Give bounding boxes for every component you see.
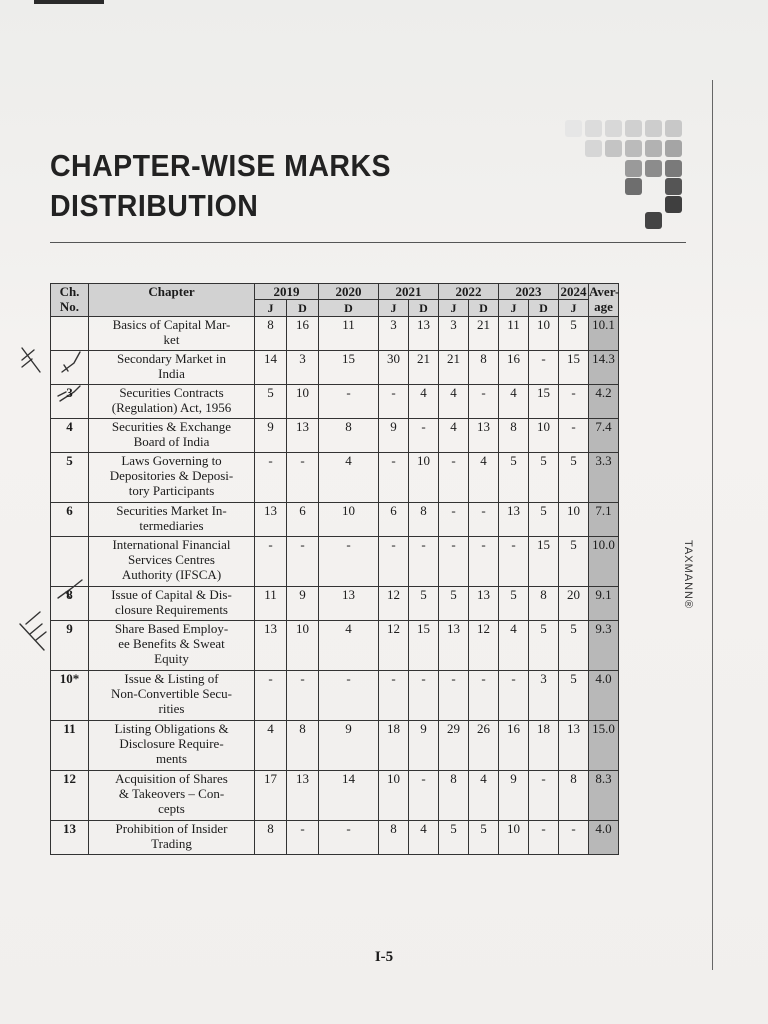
session-2021-j: J bbox=[379, 300, 409, 317]
chapter-title-line: Securities Contracts bbox=[119, 385, 224, 400]
header-row-years bbox=[51, 284, 733, 300]
session-2020-d: D bbox=[319, 300, 379, 317]
decorative-square bbox=[645, 212, 662, 229]
marks-cell: 5 bbox=[559, 453, 589, 503]
ch-no-label-2: No. bbox=[59, 299, 80, 314]
decorative-square bbox=[665, 120, 682, 137]
decorative-square bbox=[645, 160, 662, 177]
chapter-title-line: termediaries bbox=[139, 518, 204, 533]
marks-cell: 21 bbox=[439, 351, 469, 385]
average-cell: 14.3 bbox=[589, 351, 619, 385]
marks-cell: 20 bbox=[559, 587, 589, 621]
average-cell: 15.0 bbox=[589, 721, 619, 771]
chapter-title bbox=[89, 453, 255, 503]
decorative-square bbox=[625, 120, 642, 137]
marks-cell: - bbox=[287, 671, 319, 721]
marks-cell: 13 bbox=[409, 317, 439, 351]
marks-cell: - bbox=[379, 453, 409, 503]
chapter-number: 10* bbox=[51, 671, 89, 721]
marks-cell: 12 bbox=[469, 621, 499, 671]
year-2021: 2021 bbox=[379, 284, 439, 300]
marks-cell: - bbox=[499, 671, 529, 721]
marks-cell: 4 bbox=[469, 771, 499, 821]
marks-cell: 10 bbox=[287, 385, 319, 419]
marks-cell: 17 bbox=[255, 771, 287, 821]
marks-cell: - bbox=[379, 385, 409, 419]
marks-cell: - bbox=[439, 537, 469, 587]
chapter-title bbox=[89, 721, 255, 771]
marks-cell: 21 bbox=[469, 317, 499, 351]
marks-cell: - bbox=[255, 671, 287, 721]
session-2023-j: J bbox=[499, 300, 529, 317]
marks-cell: 5 bbox=[559, 621, 589, 671]
chapter-title-line: Basics of Capital Mar- bbox=[112, 317, 231, 332]
marks-cell: - bbox=[499, 537, 529, 587]
chapter-title bbox=[89, 587, 255, 621]
chapter-title-line: Secondary Market in bbox=[116, 351, 227, 366]
chapter-title-line: Trading bbox=[151, 836, 192, 851]
col-header-ch-no bbox=[51, 284, 89, 317]
marks-cell: - bbox=[287, 537, 319, 587]
marks-cell: 15 bbox=[319, 351, 379, 385]
marks-cell: 16 bbox=[499, 721, 529, 771]
marks-cell: - bbox=[469, 537, 499, 587]
marks-cell: 26 bbox=[469, 721, 499, 771]
average-cell: 4.2 bbox=[589, 385, 619, 419]
session-2022-d: D bbox=[469, 300, 499, 317]
marks-cell: - bbox=[439, 503, 469, 537]
marks-cell: 6 bbox=[287, 503, 319, 537]
chapter-title-line: ments bbox=[155, 751, 188, 766]
marks-cell: 8 bbox=[499, 419, 529, 453]
chapter-title-line: Securities & Exchange bbox=[111, 419, 232, 434]
marks-cell: - bbox=[469, 671, 499, 721]
chapter-title-line: Equity bbox=[154, 651, 189, 666]
marks-cell: 5 bbox=[529, 621, 559, 671]
table-row bbox=[51, 385, 733, 419]
marks-cell: 13 bbox=[255, 621, 287, 671]
marks-cell: - bbox=[559, 821, 589, 855]
year-2020: 2020 bbox=[319, 284, 379, 300]
average-cell: 10.1 bbox=[589, 317, 619, 351]
marks-cell: 15 bbox=[529, 537, 559, 587]
marks-cell: 4 bbox=[439, 419, 469, 453]
top-edge-mark bbox=[34, 0, 104, 4]
chapter-number bbox=[51, 351, 89, 385]
marks-cell: - bbox=[319, 671, 379, 721]
marks-cell: - bbox=[409, 671, 439, 721]
average-cell: 4.0 bbox=[589, 671, 619, 721]
page-number: I-5 bbox=[374, 949, 394, 965]
chapter-number: 3 bbox=[51, 385, 89, 419]
marks-cell: - bbox=[319, 821, 379, 855]
marks-cell: 9 bbox=[319, 721, 379, 771]
marks-cell: 10 bbox=[319, 503, 379, 537]
marks-cell: - bbox=[559, 419, 589, 453]
marks-cell: - bbox=[409, 771, 439, 821]
marks-cell: - bbox=[409, 537, 439, 587]
table-row bbox=[51, 351, 733, 385]
chapter-title-line: Depositories & Deposi- bbox=[109, 468, 234, 483]
marks-cell: 10 bbox=[499, 821, 529, 855]
chapter-title-line: Listing Obligations & bbox=[114, 721, 229, 736]
chapter-title bbox=[89, 671, 255, 721]
marks-cell: - bbox=[529, 771, 559, 821]
title-rule bbox=[50, 242, 686, 243]
marks-cell: 5 bbox=[439, 821, 469, 855]
session-2021-d: D bbox=[409, 300, 439, 317]
chapter-title bbox=[89, 621, 255, 671]
page-title bbox=[50, 146, 391, 226]
chapter-title bbox=[89, 351, 255, 385]
marks-cell: 14 bbox=[319, 771, 379, 821]
marks-cell: 8 bbox=[255, 317, 287, 351]
marks-cell: 14 bbox=[255, 351, 287, 385]
marks-cell: 13 bbox=[499, 503, 529, 537]
average-label-2: age bbox=[594, 299, 613, 314]
average-cell: 3.3 bbox=[589, 453, 619, 503]
marks-cell: 9 bbox=[255, 419, 287, 453]
marks-cell: 5 bbox=[409, 587, 439, 621]
marks-cell: 8 bbox=[439, 771, 469, 821]
marks-cell: 8 bbox=[287, 721, 319, 771]
marks-cell: - bbox=[287, 821, 319, 855]
marks-cell: 15 bbox=[529, 385, 559, 419]
marks-cell: - bbox=[469, 503, 499, 537]
decorative-square bbox=[665, 178, 682, 195]
marks-cell: - bbox=[319, 537, 379, 587]
marks-cell: 11 bbox=[319, 317, 379, 351]
table-row bbox=[51, 671, 733, 721]
marks-cell: 5 bbox=[499, 453, 529, 503]
chapter-title-line: ee Benefits & Sweat bbox=[118, 636, 225, 651]
ch-no-label-1: Ch. bbox=[59, 284, 80, 299]
marks-cell: 5 bbox=[559, 317, 589, 351]
decorative-square bbox=[565, 120, 582, 137]
marks-cell: - bbox=[529, 351, 559, 385]
chapter-number: 5 bbox=[51, 453, 89, 503]
chapter-title-line: Disclosure Require- bbox=[119, 736, 224, 751]
marks-cell: 5 bbox=[255, 385, 287, 419]
decorative-square bbox=[585, 120, 602, 137]
chapter-title bbox=[89, 419, 255, 453]
marks-cell: 8 bbox=[529, 587, 559, 621]
marks-cell: 8 bbox=[469, 351, 499, 385]
marks-cell: 13 bbox=[287, 419, 319, 453]
year-2023: 2023 bbox=[499, 284, 559, 300]
year-2022: 2022 bbox=[439, 284, 499, 300]
chapter-title-line: Acquisition of Shares bbox=[115, 771, 228, 786]
marks-cell: 4 bbox=[499, 621, 529, 671]
marks-cell: - bbox=[469, 385, 499, 419]
marks-cell: 10 bbox=[529, 419, 559, 453]
chapter-title-line: Issue of Capital & Dis- bbox=[111, 587, 232, 602]
session-2022-j: J bbox=[439, 300, 469, 317]
marks-cell: 21 bbox=[409, 351, 439, 385]
marks-cell: - bbox=[529, 821, 559, 855]
decorative-square bbox=[625, 140, 642, 157]
chapter-title bbox=[89, 317, 255, 351]
chapter-title-line: Board of India bbox=[133, 434, 210, 449]
table-row bbox=[51, 821, 733, 855]
marks-cell: 10 bbox=[409, 453, 439, 503]
marks-cell: 18 bbox=[529, 721, 559, 771]
average-label-1: Aver- bbox=[589, 284, 620, 299]
marks-cell: 5 bbox=[559, 537, 589, 587]
marks-cell: 12 bbox=[379, 587, 409, 621]
chapter-title-line: Non-Convertible Secu- bbox=[111, 686, 232, 701]
marks-cell: 3 bbox=[379, 317, 409, 351]
chapter-title-line: Services Centres bbox=[127, 552, 215, 567]
marks-cell: 8 bbox=[255, 821, 287, 855]
marks-cell: 3 bbox=[287, 351, 319, 385]
marks-cell: - bbox=[287, 453, 319, 503]
marks-cell: 4 bbox=[409, 385, 439, 419]
marks-cell: - bbox=[439, 671, 469, 721]
session-2023-d: D bbox=[529, 300, 559, 317]
average-cell: 7.4 bbox=[589, 419, 619, 453]
decorative-squares bbox=[545, 112, 695, 232]
marks-cell: 13 bbox=[287, 771, 319, 821]
marks-cell: 4 bbox=[499, 385, 529, 419]
average-cell: 8.3 bbox=[589, 771, 619, 821]
decorative-square bbox=[665, 140, 682, 157]
marks-cell: 13 bbox=[559, 721, 589, 771]
marks-cell: 13 bbox=[469, 587, 499, 621]
chapter-title-line: (Regulation) Act, 1956 bbox=[111, 400, 232, 415]
chapter-title-line: rities bbox=[158, 701, 185, 716]
decorative-square bbox=[665, 196, 682, 213]
session-2019-j: J bbox=[255, 300, 287, 317]
marks-cell: 9 bbox=[499, 771, 529, 821]
marks-cell: 9 bbox=[409, 721, 439, 771]
marks-cell: 4 bbox=[319, 453, 379, 503]
marks-cell: 13 bbox=[319, 587, 379, 621]
marks-cell: - bbox=[379, 537, 409, 587]
table-row bbox=[51, 587, 733, 621]
marks-cell: 3 bbox=[439, 317, 469, 351]
chapter-title-line: Authority (IFSCA) bbox=[121, 567, 222, 582]
marks-cell: 4 bbox=[409, 821, 439, 855]
chapter-title bbox=[89, 537, 255, 587]
marks-cell: 11 bbox=[255, 587, 287, 621]
marks-cell: 18 bbox=[379, 721, 409, 771]
decorative-square bbox=[625, 178, 642, 195]
chapter-title-line: closure Requirements bbox=[115, 602, 228, 617]
chapter-title-line: Laws Governing to bbox=[121, 453, 222, 468]
marks-cell: 4 bbox=[255, 721, 287, 771]
chapter-title-line: & Takeovers – Con- bbox=[118, 786, 225, 801]
chapter-title bbox=[89, 771, 255, 821]
marks-cell: 9 bbox=[287, 587, 319, 621]
decorative-square bbox=[645, 140, 662, 157]
chapter-number bbox=[51, 537, 89, 587]
publisher-mark: TAXMANN® bbox=[682, 540, 694, 610]
average-cell: 9.3 bbox=[589, 621, 619, 671]
marks-cell: 8 bbox=[319, 419, 379, 453]
session-2024-j: J bbox=[559, 300, 589, 317]
marks-cell: - bbox=[409, 419, 439, 453]
marks-cell: 6 bbox=[379, 503, 409, 537]
table-row bbox=[51, 453, 733, 503]
marks-cell: 13 bbox=[439, 621, 469, 671]
average-cell: 9.1 bbox=[589, 587, 619, 621]
marks-cell: 8 bbox=[379, 821, 409, 855]
marks-cell: - bbox=[439, 453, 469, 503]
average-cell: 10.0 bbox=[589, 537, 619, 587]
marks-cell: 30 bbox=[379, 351, 409, 385]
marks-cell: 5 bbox=[529, 503, 559, 537]
chapter-number: 8 bbox=[51, 587, 89, 621]
chapter-number: 11 bbox=[51, 721, 89, 771]
col-header-chapter: Chapter bbox=[89, 284, 255, 317]
marks-cell: 13 bbox=[255, 503, 287, 537]
marks-cell: 29 bbox=[439, 721, 469, 771]
chapter-title bbox=[89, 821, 255, 855]
marks-cell: 5 bbox=[439, 587, 469, 621]
decorative-square bbox=[585, 140, 602, 157]
table-row bbox=[51, 771, 733, 821]
marks-cell: 8 bbox=[409, 503, 439, 537]
marks-cell: 10 bbox=[379, 771, 409, 821]
chapter-title bbox=[89, 385, 255, 419]
marks-cell: - bbox=[319, 385, 379, 419]
chapter-title-line: India bbox=[158, 366, 185, 381]
marks-cell: 16 bbox=[287, 317, 319, 351]
average-cell: 4.0 bbox=[589, 821, 619, 855]
chapter-title-line: cepts bbox=[158, 801, 185, 816]
marks-cell: 16 bbox=[499, 351, 529, 385]
page-title-line-2: DISTRIBUTION bbox=[50, 188, 259, 223]
decorative-square bbox=[625, 160, 642, 177]
chapter-title-line: tory Participants bbox=[128, 483, 215, 498]
chapter-title-line: ket bbox=[163, 332, 180, 347]
marks-cell: - bbox=[255, 537, 287, 587]
table-row bbox=[51, 621, 733, 671]
chapter-number: 12 bbox=[51, 771, 89, 821]
chapter-title-line: Share Based Employ- bbox=[114, 621, 229, 636]
marks-cell: - bbox=[379, 671, 409, 721]
table-row bbox=[51, 503, 733, 537]
chapter-title bbox=[89, 503, 255, 537]
average-cell: 7.1 bbox=[589, 503, 619, 537]
marks-cell: 5 bbox=[559, 671, 589, 721]
decorative-square bbox=[605, 140, 622, 157]
marks-cell: 12 bbox=[379, 621, 409, 671]
marks-cell: 10 bbox=[529, 317, 559, 351]
year-2024: 2024 bbox=[560, 284, 587, 299]
chapter-number: 6 bbox=[51, 503, 89, 537]
chapter-title-line: Securities Market In- bbox=[116, 503, 227, 518]
marks-cell: 5 bbox=[499, 587, 529, 621]
decorative-square bbox=[665, 160, 682, 177]
page-title-line-1: CHAPTER-WISE MARKS bbox=[50, 148, 392, 183]
marks-cell: 4 bbox=[319, 621, 379, 671]
table-row bbox=[51, 721, 733, 771]
marks-cell: - bbox=[255, 453, 287, 503]
chapter-number: 13 bbox=[51, 821, 89, 855]
col-header-average bbox=[589, 284, 619, 317]
table-row bbox=[51, 537, 733, 587]
marks-cell: 4 bbox=[439, 385, 469, 419]
marks-cell: 10 bbox=[287, 621, 319, 671]
marks-cell: 11 bbox=[499, 317, 529, 351]
decorative-square bbox=[645, 120, 662, 137]
chapter-title-line: International Financial bbox=[112, 537, 231, 552]
table-row bbox=[51, 419, 733, 453]
chapter-number bbox=[51, 317, 89, 351]
marks-cell: 5 bbox=[529, 453, 559, 503]
decorative-square bbox=[605, 120, 622, 137]
marks-cell: 3 bbox=[529, 671, 559, 721]
chapter-number: 4 bbox=[51, 419, 89, 453]
session-2019-d: D bbox=[287, 300, 319, 317]
year-2019: 2019 bbox=[255, 284, 319, 300]
marks-cell: 13 bbox=[469, 419, 499, 453]
marks-cell: - bbox=[559, 385, 589, 419]
marks-cell: 15 bbox=[409, 621, 439, 671]
marks-cell: 5 bbox=[469, 821, 499, 855]
marks-cell: 8 bbox=[559, 771, 589, 821]
chapter-title-line: Issue & Listing of bbox=[124, 671, 219, 686]
chapter-number: 9 bbox=[51, 621, 89, 671]
chapter-title-line: Prohibition of Insider bbox=[115, 821, 228, 836]
marks-cell: 4 bbox=[469, 453, 499, 503]
marks-table bbox=[50, 283, 733, 855]
marks-cell: 15 bbox=[559, 351, 589, 385]
marks-cell: 9 bbox=[379, 419, 409, 453]
table-row bbox=[51, 317, 733, 351]
marks-cell: 10 bbox=[559, 503, 589, 537]
